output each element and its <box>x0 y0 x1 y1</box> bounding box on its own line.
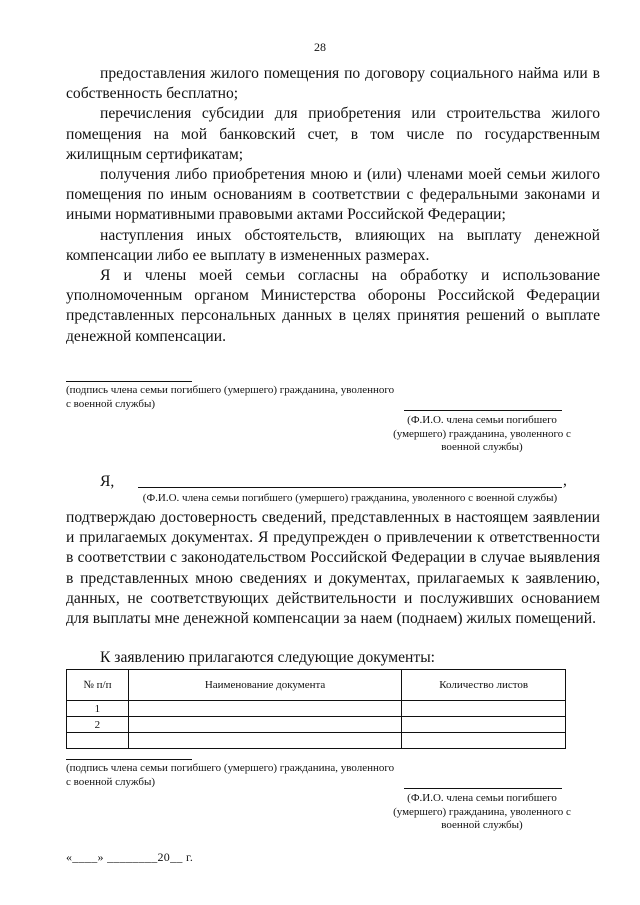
confirmation-paragraph: подтверждаю достоверность сведений, представленных в настоящем заявлении и прилагаемых документах. Я предупрежден о привлечении к ответственности в соответствии с законодательством Российской Федерации в случае выявления в представленных мною сведениях и документах, прилагаемых к заявлению, данных, не соответствующих действительности и послуживших основанием для выплаты мне денежной компенсации за наем (поднаем) жилых помещений. <box>66 509 600 628</box>
cell-number: 1 <box>67 701 129 717</box>
table-row <box>67 717 566 733</box>
table-row <box>67 701 566 717</box>
fio-line-1 <box>404 410 562 411</box>
attachments-intro: К заявлению прилагаются следующие документы: <box>100 649 436 666</box>
cell-document-name <box>128 717 401 733</box>
signature-line-1 <box>66 381 192 382</box>
cell-sheet-count <box>402 717 566 733</box>
fio-caption-2: (Ф.И.О. члена семьи погибшего (умершего) гражданина, уволенного с военной службы) <box>393 792 571 831</box>
fio-line-2 <box>404 788 562 789</box>
cell-document-name <box>128 733 401 749</box>
cell-number: 2 <box>67 717 129 733</box>
col-header-sheet-count: Количество листов <box>402 670 566 701</box>
paragraph-subsidy: перечисления субсидии для приобретения или строительства жилого помещения на мой банковский счет, в том числе по государственным жилищным сертификатам; <box>66 105 600 163</box>
signature-line-2 <box>66 759 192 760</box>
col-header-document-name: Наименование документа <box>128 670 401 701</box>
paragraph-other-circumstances: наступления иных обстоятельств, влияющих на выплату денежной компенсации либо ее выплату в измененных размерах. <box>66 226 600 264</box>
cell-number <box>67 733 129 749</box>
cell-sheet-count <box>402 733 566 749</box>
table-header-row <box>67 670 566 701</box>
cell-document-name <box>128 701 401 717</box>
signature-caption-1: (подпись члена семьи погибшего (умершего) гражданина, уволенного с военной службы) <box>66 384 395 410</box>
ya-fio-caption: (Ф.И.О. члена семьи погибшего (умершего) гражданина, уволенного с военной службы) <box>142 492 558 504</box>
ya-label: Я, <box>100 473 115 490</box>
paragraph-other-grounds: получения либо приобретения мною и (или) членами моей семьи жилого помещения по иным основаниям в соответствии с федеральными законами и иными нормативными правовыми актами Российской Федерации; <box>66 166 600 224</box>
documents-table <box>66 669 566 749</box>
col-header-number: № п/п <box>67 670 129 701</box>
cell-sheet-count <box>402 701 566 717</box>
page-number: 28 <box>314 40 326 54</box>
paragraph-consent: Я и члены моей семьи согласны на обработку и использование уполномоченным органом Министерства обороны Российской Федерации представленных персональных данных в целях принятия решений о выплате денежной компенсации. <box>66 267 600 345</box>
table-row <box>67 733 566 749</box>
signature-caption-2: (подпись члена семьи погибшего (умершего) гражданина, уволенного с военной службы) <box>66 762 395 788</box>
ya-comma: , <box>563 472 567 489</box>
date-line: «____» ________20__ г. <box>66 850 194 864</box>
body-paragraphs <box>66 64 600 347</box>
ya-fio-line <box>138 487 562 488</box>
paragraph-social-rent: предоставления жилого помещения по договору социального найма или в собственность бесплатно; <box>66 65 600 103</box>
fio-caption-1: (Ф.И.О. члена семьи погибшего (умершего) гражданина, уволенного с военной службы) <box>393 414 571 453</box>
